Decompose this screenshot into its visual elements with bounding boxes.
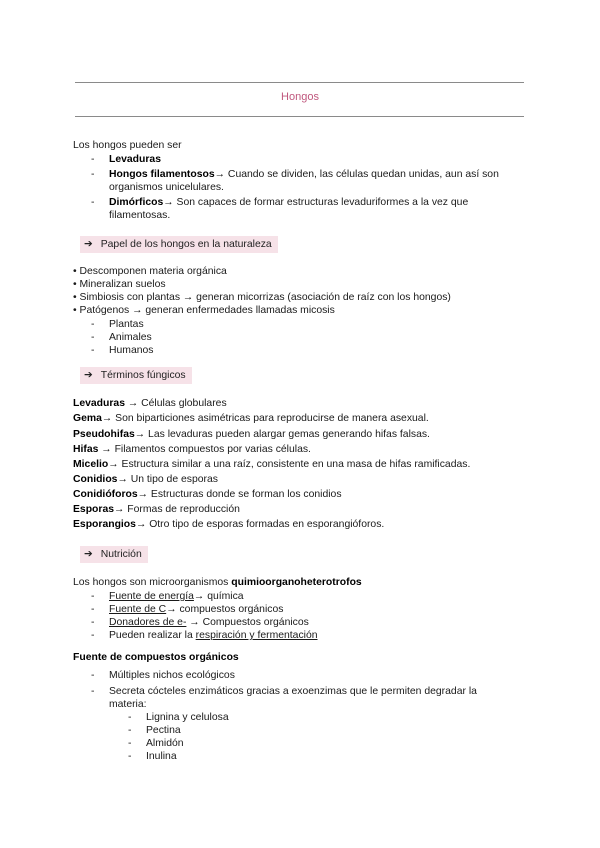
list-bullet: -	[128, 725, 132, 736]
term-row: Micelio→ Estructura similar a una raíz, consistente en una masa de hifas ramificadas.	[73, 459, 471, 470]
term-row: Conidios→ Un tipo de esporas	[73, 474, 218, 485]
nutrition-subhead: Fuente de compuestos orgánicos	[73, 652, 239, 663]
list-bullet: -	[91, 686, 95, 697]
role-item: • Simbiosis con plantas → generan micorrizas (asociación de raíz con los hongos)	[73, 292, 451, 303]
list-bullet: -	[91, 345, 95, 356]
top-rule	[75, 82, 524, 83]
nutrition-point: Múltiples nichos ecológicos	[109, 670, 235, 681]
host-item: Animales	[109, 332, 152, 343]
section-heading-terms: ➔ Términos fúngicos	[80, 367, 192, 384]
list-item: Levaduras	[109, 154, 161, 165]
nutrition-point-cont: materia:	[109, 699, 147, 710]
substrate-item: Lignina y celulosa	[146, 712, 229, 723]
intro-text: Los hongos pueden ser	[73, 140, 182, 151]
page-title: Hongos	[281, 91, 319, 103]
nutrition-item: Donadores de e- → Compuestos orgánicos	[109, 617, 309, 628]
list-bullet: -	[91, 154, 95, 165]
arrow-icon: ➔	[84, 549, 93, 560]
list-bullet: -	[91, 169, 95, 180]
role-item: • Descomponen materia orgánica	[73, 266, 227, 277]
substrate-item: Pectina	[146, 725, 181, 736]
nutrition-item: Fuente de C→ compuestos orgánicos	[109, 604, 284, 615]
host-item: Humanos	[109, 345, 154, 356]
term-row: Esporas→ Formas de reproducción	[73, 504, 240, 515]
list-bullet: -	[91, 332, 95, 343]
list-bullet: -	[91, 670, 95, 681]
list-bullet: -	[91, 197, 95, 208]
term-row: Conidióforos→ Estructuras donde se forman los conidios	[73, 489, 342, 500]
host-item: Plantas	[109, 319, 144, 330]
list-bullet: -	[91, 604, 95, 615]
role-item: • Patógenos → generan enfermedades llamadas micosis	[73, 305, 335, 316]
nutrition-point: Secreta cócteles enzimáticos gracias a exoenzimas que le permiten degradar la	[109, 686, 477, 697]
term-row: Levaduras → Células globulares	[73, 398, 227, 409]
term-row: Hifas → Filamentos compuestos por varias células.	[73, 444, 311, 455]
section-heading-nutrition: ➔ Nutrición	[80, 546, 148, 563]
list-item-cont: filamentosas.	[109, 210, 171, 221]
list-bullet: -	[91, 591, 95, 602]
role-item: • Mineralizan suelos	[73, 279, 166, 290]
nutrition-item: Pueden realizar la respiración y fermentación	[109, 630, 318, 641]
nutrition-intro: Los hongos son microorganismos quimioorganoheterotrofos	[73, 577, 362, 588]
term-row: Esporangios→ Otro tipo de esporas formadas en esporangióforos.	[73, 519, 385, 530]
section-heading-role: ➔ Papel de los hongos en la naturaleza	[80, 236, 278, 253]
nutrition-item: Fuente de energía→ química	[109, 591, 244, 602]
list-bullet: -	[91, 319, 95, 330]
term-row: Gema→ Son biparticiones asimétricas para reproducirse de manera asexual.	[73, 413, 429, 424]
list-bullet: -	[128, 738, 132, 749]
list-item: Hongos filamentosos→ Cuando se dividen, las células quedan unidas, aun así son	[109, 169, 499, 180]
substrate-item: Almidón	[146, 738, 184, 749]
term-row: Pseudohifas→ Las levaduras pueden alargar gemas generando hifas falsas.	[73, 429, 430, 440]
list-bullet: -	[91, 617, 95, 628]
list-bullet: -	[91, 630, 95, 641]
list-item-cont: organismos unicelulares.	[109, 182, 224, 193]
list-item: Dimórficos→ Son capaces de formar estructuras levaduriformes a la vez que	[109, 197, 469, 208]
arrow-icon: ➔	[84, 370, 93, 381]
list-bullet: -	[128, 751, 132, 762]
list-bullet: -	[128, 712, 132, 723]
title-rule	[75, 116, 524, 117]
arrow-icon: ➔	[84, 239, 93, 250]
substrate-item: Inulina	[146, 751, 177, 762]
